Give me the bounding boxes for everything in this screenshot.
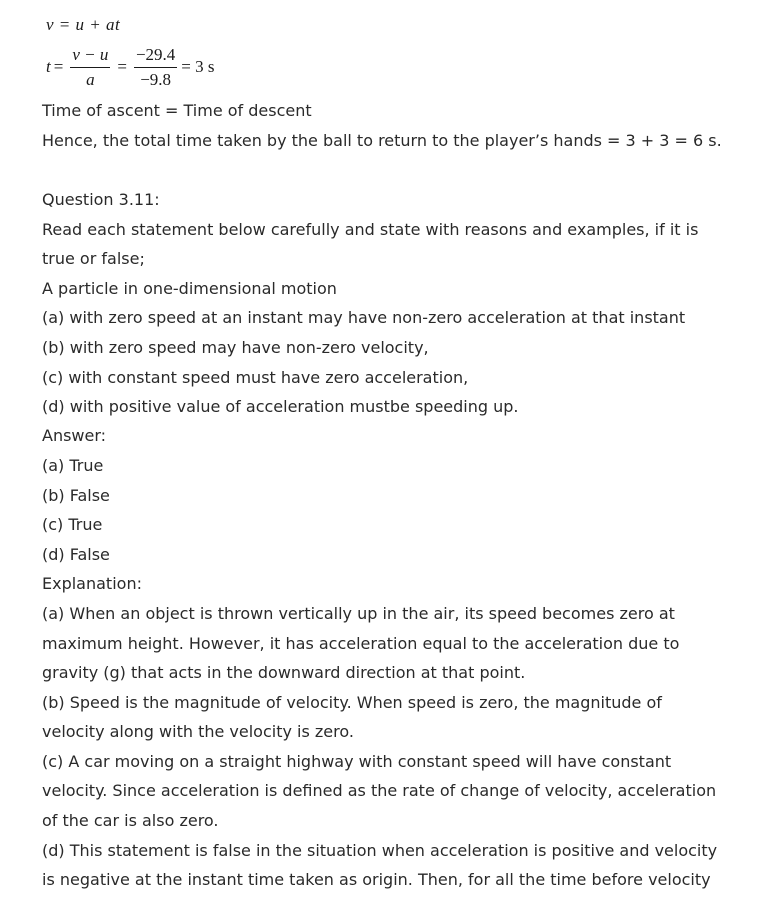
question-text: Read each statement below carefully and state with reasons and examples, if it is (42, 220, 699, 239)
explanation-b: (b) Speed is the magnitude of velocity. When speed is zero, the magnitude of (42, 693, 662, 712)
equation-velocity: v = u + at (46, 15, 121, 34)
fraction-symbolic (70, 45, 110, 90)
fraction-numerator: −29.4 (134, 45, 177, 68)
explanation-c: velocity. Since acceleration is defined as the rate of change of velocity, acceleration (42, 781, 717, 800)
explanation-b: velocity along with the velocity is zero. (42, 722, 354, 741)
question-item-d: (d) with positive value of acceleration mustbe speeding up. (42, 397, 519, 416)
question-item-c: (c) with constant speed must have zero acceleration, (42, 368, 469, 387)
fraction-numeric (134, 45, 177, 90)
equals-sign: = (53, 57, 64, 76)
fraction-denominator: a (86, 69, 95, 89)
answer-item-b: (b) False (42, 486, 110, 505)
question-title: Question 3.11: (42, 190, 160, 209)
equation-result: = 3 s (181, 57, 215, 76)
answer-item-a: (a) True (42, 456, 104, 475)
question-item-b: (b) with zero speed may have non-zero velocity, (42, 338, 429, 357)
question-item-a: (a) with zero speed at an instant may have non-zero acceleration at that instant (42, 308, 686, 327)
text-ascent-descent: Time of ascent = Time of descent (42, 101, 312, 120)
explanation-a: maximum height. However, it has acceleration equal to the acceleration due to (42, 634, 680, 653)
equation-lhs: t (46, 57, 51, 76)
explanation-a: (a) When an object is thrown vertically up in the air, its speed becomes zero at (42, 604, 675, 623)
explanation-d: is negative at the instant time taken as origin. Then, for all the time before velocity (42, 870, 711, 889)
answer-label: Answer: (42, 426, 107, 445)
text-total-time: Hence, the total time taken by the ball to return to the player’s hands = 3 + 3 = 6 s. (42, 131, 722, 150)
question-intro: A particle in one-dimensional motion (42, 279, 337, 298)
answer-item-d: (d) False (42, 545, 110, 564)
equation-time (46, 44, 215, 90)
explanation-label: Explanation: (42, 574, 142, 593)
answer-item-c: (c) True (42, 515, 103, 534)
question-text: true or false; (42, 249, 145, 268)
explanation-c: (c) A car moving on a straight highway with constant speed will have constant (42, 752, 672, 771)
fraction-denominator: −9.8 (140, 69, 172, 89)
equals-sign: = (117, 57, 127, 76)
explanation-a: gravity (g) that acts in the downward direction at that point. (42, 663, 526, 682)
explanation-c: of the car is also zero. (42, 811, 219, 830)
explanation-d: (d) This statement is false in the situation when acceleration is positive and velocity (42, 841, 718, 860)
fraction-numerator: v − u (70, 45, 110, 68)
